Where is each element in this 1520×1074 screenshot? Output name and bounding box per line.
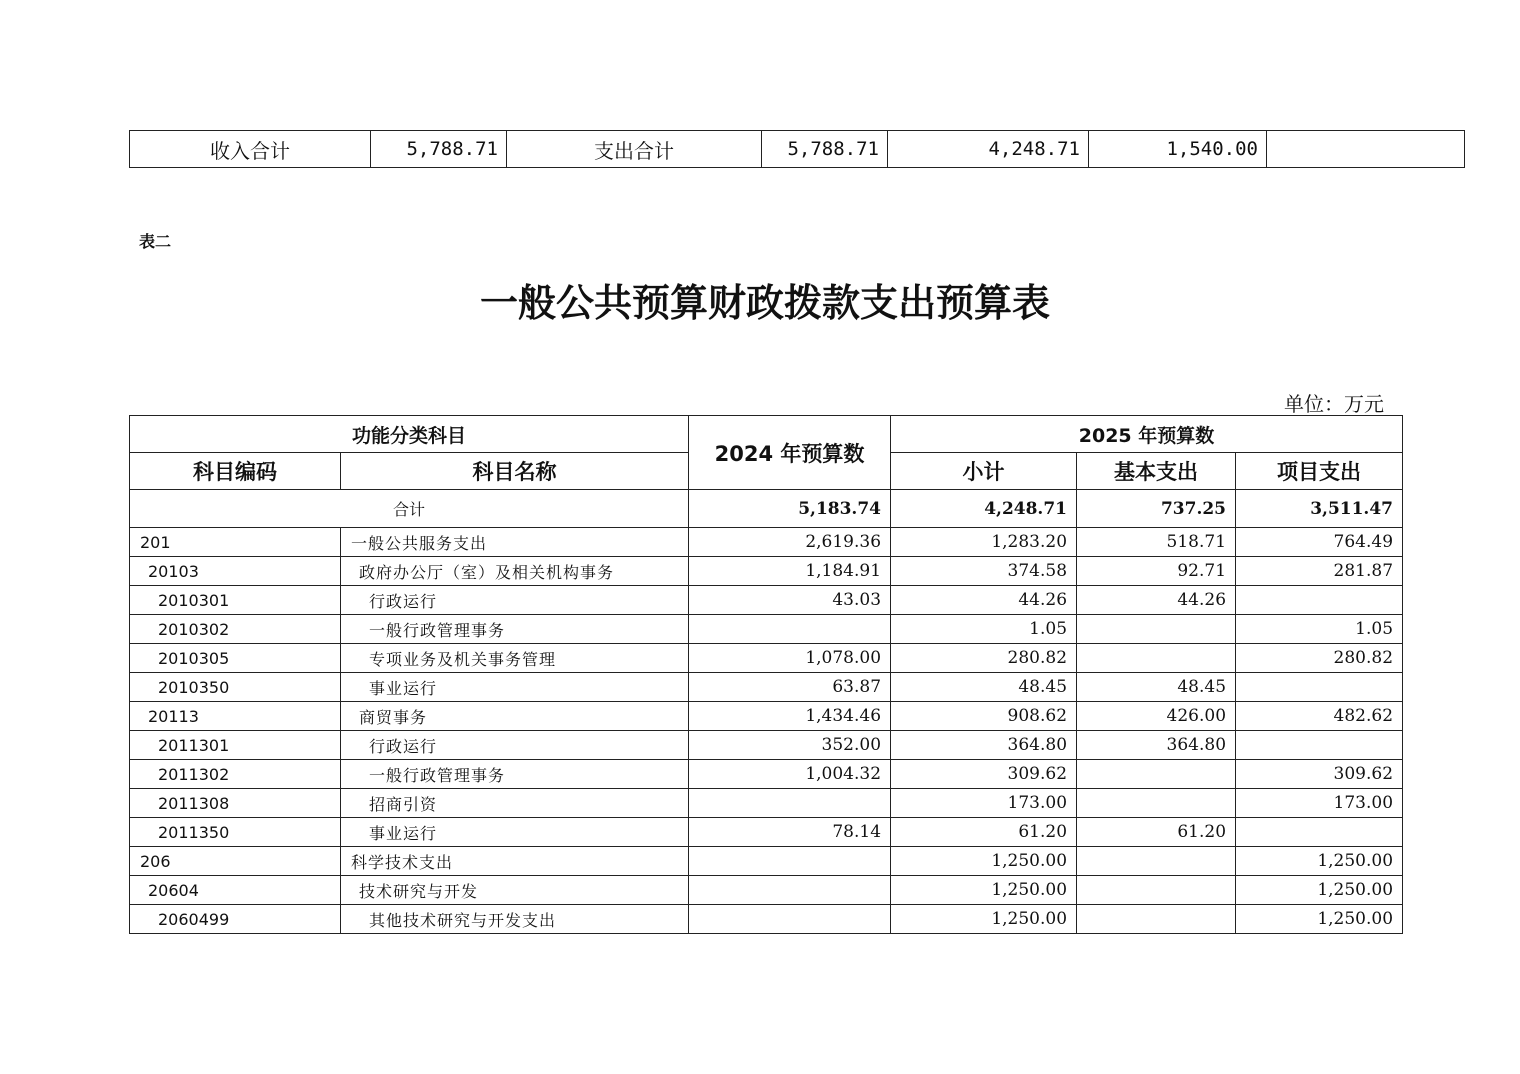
page-title: 一般公共预算财政拨款支出预算表 bbox=[479, 280, 1050, 325]
basic-expense-value: 426.00 bbox=[1077, 702, 1236, 731]
basic-expense-value: 48.45 bbox=[1077, 673, 1236, 702]
subject-code: 2010305 bbox=[130, 644, 341, 673]
table-row bbox=[130, 760, 1403, 789]
budget-2024-value bbox=[689, 905, 891, 934]
subject-code: 20103 bbox=[130, 557, 341, 586]
subject-name: 行政运行 bbox=[341, 731, 689, 760]
header-category: 功能分类科目 bbox=[130, 416, 689, 453]
table-row bbox=[130, 818, 1403, 847]
subject-code: 2011302 bbox=[130, 760, 341, 789]
summary-value-4: 1,540.00 bbox=[1089, 131, 1267, 168]
basic-expense-value bbox=[1077, 615, 1236, 644]
subtotal-value: 48.45 bbox=[891, 673, 1077, 702]
table-row bbox=[130, 528, 1403, 557]
budget-2024-value: 43.03 bbox=[689, 586, 891, 615]
header-subtotal: 小计 bbox=[891, 453, 1077, 490]
project-expense-value bbox=[1236, 731, 1403, 760]
subject-code: 2010302 bbox=[130, 615, 341, 644]
budget-2024-value bbox=[689, 615, 891, 644]
subject-code: 2011350 bbox=[130, 818, 341, 847]
table-row bbox=[130, 644, 1403, 673]
budget-rows bbox=[130, 528, 1403, 934]
project-expense-value bbox=[1236, 818, 1403, 847]
budget-2024-value: 1,184.91 bbox=[689, 557, 891, 586]
table-row bbox=[130, 615, 1403, 644]
table-row bbox=[130, 789, 1403, 818]
summary-value-3: 4,248.71 bbox=[888, 131, 1089, 168]
total-subtotal: 4,248.71 bbox=[891, 490, 1077, 528]
subject-name: 科学技术支出 bbox=[341, 847, 689, 876]
subtotal-value: 1,250.00 bbox=[891, 905, 1077, 934]
project-expense-value: 1,250.00 bbox=[1236, 876, 1403, 905]
subject-code: 20604 bbox=[130, 876, 341, 905]
header-row-1 bbox=[130, 416, 1403, 453]
subject-code: 201 bbox=[130, 528, 341, 557]
basic-expense-value: 364.80 bbox=[1077, 731, 1236, 760]
header-budget-2024: 2024 年预算数 bbox=[689, 416, 891, 490]
project-expense-value: 1,250.00 bbox=[1236, 847, 1403, 876]
project-expense-value bbox=[1236, 586, 1403, 615]
subtotal-value: 1,250.00 bbox=[891, 876, 1077, 905]
total-label: 合计 bbox=[130, 490, 689, 528]
basic-expense-value: 44.26 bbox=[1077, 586, 1236, 615]
expense-total-label: 支出合计 bbox=[507, 131, 762, 168]
budget-2024-value bbox=[689, 789, 891, 818]
subtotal-value: 173.00 bbox=[891, 789, 1077, 818]
subtotal-value: 1,250.00 bbox=[891, 847, 1077, 876]
header-code: 科目编码 bbox=[130, 453, 341, 490]
budget-2024-value bbox=[689, 847, 891, 876]
budget-2024-value: 63.87 bbox=[689, 673, 891, 702]
project-expense-value: 1,250.00 bbox=[1236, 905, 1403, 934]
summary-row bbox=[130, 131, 1465, 168]
table-row bbox=[130, 673, 1403, 702]
table-row bbox=[130, 702, 1403, 731]
subject-name: 一般行政管理事务 bbox=[341, 615, 689, 644]
subtotal-value: 61.20 bbox=[891, 818, 1077, 847]
subject-name: 其他技术研究与开发支出 bbox=[341, 905, 689, 934]
table-row bbox=[130, 876, 1403, 905]
basic-expense-value: 92.71 bbox=[1077, 557, 1236, 586]
subtotal-value: 1,283.20 bbox=[891, 528, 1077, 557]
basic-expense-value: 61.20 bbox=[1077, 818, 1236, 847]
table-row bbox=[130, 731, 1403, 760]
budget-2024-value: 352.00 bbox=[689, 731, 891, 760]
subtotal-value: 309.62 bbox=[891, 760, 1077, 789]
basic-expense-value: 518.71 bbox=[1077, 528, 1236, 557]
summary-table bbox=[129, 130, 1465, 168]
basic-expense-value bbox=[1077, 905, 1236, 934]
subject-code: 2060499 bbox=[130, 905, 341, 934]
budget-2024-value: 1,078.00 bbox=[689, 644, 891, 673]
subject-name: 事业运行 bbox=[341, 818, 689, 847]
header-basic: 基本支出 bbox=[1077, 453, 1236, 490]
total-project: 3,511.47 bbox=[1236, 490, 1403, 528]
subtotal-value: 374.58 bbox=[891, 557, 1077, 586]
table-row bbox=[130, 557, 1403, 586]
subject-code: 2011308 bbox=[130, 789, 341, 818]
subject-name: 行政运行 bbox=[341, 586, 689, 615]
budget-2024-value: 78.14 bbox=[689, 818, 891, 847]
subtotal-value: 908.62 bbox=[891, 702, 1077, 731]
subject-name: 专项业务及机关事务管理 bbox=[341, 644, 689, 673]
table-number: 表二 bbox=[139, 232, 172, 251]
budget-2024-value bbox=[689, 876, 891, 905]
subject-name: 商贸事务 bbox=[341, 702, 689, 731]
project-expense-value: 482.62 bbox=[1236, 702, 1403, 731]
project-expense-value bbox=[1236, 673, 1403, 702]
summary-value-5 bbox=[1267, 131, 1465, 168]
subtotal-value: 280.82 bbox=[891, 644, 1077, 673]
budget-2024-value: 1,004.32 bbox=[689, 760, 891, 789]
subject-name: 一般行政管理事务 bbox=[341, 760, 689, 789]
project-expense-value: 281.87 bbox=[1236, 557, 1403, 586]
table-row bbox=[130, 847, 1403, 876]
basic-expense-value bbox=[1077, 789, 1236, 818]
unit-label: 单位：万元 bbox=[1284, 392, 1384, 416]
subtotal-value: 44.26 bbox=[891, 586, 1077, 615]
project-expense-value: 764.49 bbox=[1236, 528, 1403, 557]
total-basic: 737.25 bbox=[1077, 490, 1236, 528]
subject-name: 一般公共服务支出 bbox=[341, 528, 689, 557]
header-project: 项目支出 bbox=[1236, 453, 1403, 490]
project-expense-value: 173.00 bbox=[1236, 789, 1403, 818]
expense-total-value: 5,788.71 bbox=[762, 131, 888, 168]
basic-expense-value bbox=[1077, 644, 1236, 673]
budget-2024-value: 1,434.46 bbox=[689, 702, 891, 731]
project-expense-value: 1.05 bbox=[1236, 615, 1403, 644]
income-total-value: 5,788.71 bbox=[371, 131, 507, 168]
subtotal-value: 1.05 bbox=[891, 615, 1077, 644]
subtotal-value: 364.80 bbox=[891, 731, 1077, 760]
basic-expense-value bbox=[1077, 760, 1236, 789]
subject-name: 政府办公厅（室）及相关机构事务 bbox=[341, 557, 689, 586]
project-expense-value: 309.62 bbox=[1236, 760, 1403, 789]
income-total-label: 收入合计 bbox=[130, 131, 371, 168]
subject-code: 2010301 bbox=[130, 586, 341, 615]
budget-table bbox=[129, 415, 1403, 934]
subject-name: 事业运行 bbox=[341, 673, 689, 702]
subject-code: 2010350 bbox=[130, 673, 341, 702]
subject-name: 技术研究与开发 bbox=[341, 876, 689, 905]
subject-code: 20113 bbox=[130, 702, 341, 731]
table-row bbox=[130, 905, 1403, 934]
header-name: 科目名称 bbox=[341, 453, 689, 490]
subject-code: 206 bbox=[130, 847, 341, 876]
project-expense-value: 280.82 bbox=[1236, 644, 1403, 673]
header-budget-2025: 2025 年预算数 bbox=[891, 416, 1403, 453]
total-row bbox=[130, 490, 1403, 528]
table-row bbox=[130, 586, 1403, 615]
basic-expense-value bbox=[1077, 876, 1236, 905]
budget-2024-value: 2,619.36 bbox=[689, 528, 891, 557]
basic-expense-value bbox=[1077, 847, 1236, 876]
subject-name: 招商引资 bbox=[341, 789, 689, 818]
total-budget-2024: 5,183.74 bbox=[689, 490, 891, 528]
subject-code: 2011301 bbox=[130, 731, 341, 760]
